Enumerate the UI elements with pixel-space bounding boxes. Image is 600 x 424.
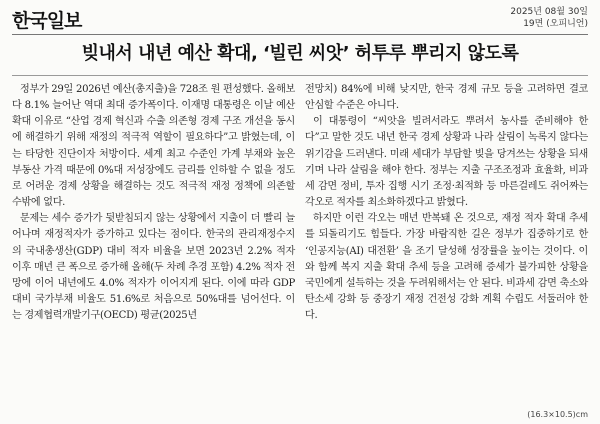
paragraph: 하지만 이런 각오는 매년 반복돼 온 것으로, 재정 적자 확대 추세를 되돌리기도 힘들다. 가장 바람직한 길은 정부가 집중하기로 한 ‘인공지능(AI) 대전환’ 을 조기 달성해 성장률을 높이는 것이다. 이와 함께 복지 지출 확대 추세 등을 고려해 증세가 불가피한 상황을 국민에게 설득하는 것을 두려워해서는 안 된다. 비과세 감면 축소와 탄소세 강화 등 중장기 재정 건전성 강화 계획 수립도 서둘러야 한다. xyxy=(305,213,588,322)
right-column xyxy=(305,82,588,324)
paragraph: 문제는 세수 증가가 뒷받침되지 않는 상황에서 지출이 더 빨리 늘어나며 재정적자가 증가하고 있다는 점이다. 한국의 관리재정수지의 국내총생산(GDP) 대비 적자 비율을 보면 2023년 2.2% 적자 이후 매년 큰 폭으로 증가해 올해(두 차례 추경 포함) 4.2% 적자 전망에 이어 내년에도 4.0% 적자가 이어지게 된다. 이에 따라 GDP 대비 국가부채 비율도 51.6%로 처음으로 50%대를 넘어선다. 이는 경제협력개발기구(OECD) 평균(2025년 xyxy=(12,213,295,322)
masthead xyxy=(12,6,588,34)
clipping-size-note: (16.3×10.5)cm xyxy=(527,410,588,419)
left-column xyxy=(12,82,295,324)
page-section: 19면 (오피니언) xyxy=(523,19,588,29)
paragraph: 이 대통령이 “씨앗을 빌려서라도 뿌려서 농사를 준비해야 한다”고 말한 것도 내년 한국 경제 상황과 나라 살림이 녹록지 않다는 위기감을 드러낸다. 미래 세대가 부담할 빚을 당겨쓰는 상황을 되새기며 나라 살림을 해야 한다. 정부는 지출 구조조정과 효율화, 비과세 감면 정비, 투자 집행 시기 조정·최적화 등 마른걸레도 쥐어짜는 각오로 적자를 최소화하겠다고 밝혔다. xyxy=(305,116,588,209)
paragraph: 전망치) 84%에 비해 낮지만, 한국 경제 규모 등을 고려하면 결코 안심할 수준은 아니다. xyxy=(305,84,588,112)
paragraph: 정부가 29일 2026년 예산(총지출)을 728조 원 편성했다. 올해보다 8.1% 늘어난 역대 최대 증가폭이다. 이재명 대통령은 이날 예산 확대 이유로 “산업 경제 혁신과 수출 의존형 경제 구조 개선을 동시에 해결하기 위해 재정의 적극적 역할이 필요하다”고 밝혔는데, 이는 타당한 진단이자 처방이다. 세계 최고 수준인 가계 부채와 높은 부동산 가격 때문에 0%대 저성장에도 금리를 인하할 수 없을 정도로 어려운 경제 상황을 해결하는 것도 적극적 재정 정책에 의존할 수밖에 없다. xyxy=(12,84,295,209)
publication-date: 2025년 08월 30일 xyxy=(510,7,588,17)
headline-divider xyxy=(12,75,588,76)
dateline xyxy=(510,6,588,30)
top-divider xyxy=(12,34,588,35)
article-body xyxy=(12,82,588,324)
headline: 빚내서 내년 예산 확대, ‘빌린 씨앗’ 허투루 뿌리지 않도록 xyxy=(81,43,519,64)
newspaper-logo: 한국일보 xyxy=(12,10,82,32)
